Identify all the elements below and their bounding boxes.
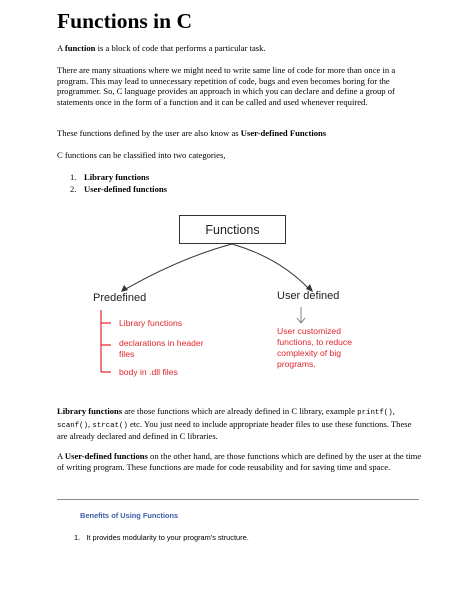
user-term: User-defined functions (64, 451, 148, 461)
intro-term: function (64, 43, 96, 53)
intro-pre: A (57, 43, 65, 53)
lib-pre: are those functions which are already defined in C library, example (122, 406, 358, 416)
functions-root-box: Functions (179, 215, 286, 244)
user-post: on the other hand, are those functions which are defined by the user at the time of writing program. These functions are made for code reusability and for saving time and space. (57, 451, 422, 472)
user-pre: A (57, 451, 65, 461)
user-customized-note: User customized functions, to reduce complexity of big programs. (277, 326, 353, 369)
category-num: 1. (70, 172, 77, 182)
code-printf: printf() (357, 409, 393, 417)
connector-left (124, 244, 232, 290)
para3-term: User-defined Functions (240, 128, 327, 138)
category-num: 2. (70, 184, 77, 194)
header-declarations-note: declarations in header files (119, 338, 204, 359)
page-title: Functions in C (57, 9, 193, 33)
category-label: Library functions (84, 172, 150, 182)
benefits-heading: Benefits of Using Functions (80, 511, 179, 520)
code-strcat: strcat() (92, 421, 128, 430)
library-functions-note: Library functions (119, 318, 183, 328)
connector-right (232, 244, 310, 290)
benefit-num: 1. (74, 533, 81, 542)
lib-post: etc. You just need to include appropriate header files to use these functions. These are already declared and defined in C libraries. (57, 418, 412, 442)
lib-term: Library functions (57, 406, 123, 416)
library-functions-paragraph (57, 406, 423, 442)
lib-sep: , (88, 418, 93, 429)
benefit-text: It provides modularity to your program's structure. (86, 533, 249, 542)
user-defined-paragraph (57, 451, 423, 472)
situations-paragraph: There are many situations where we might need to write same line of code for more than once in a program. This may lead to unnecessary repetition of code, bugs and even becomes boring for the programmer. So, C language provides an approach in which you can declare and define a group of statements once in the form of a function and it can be called and used whenever required. (57, 65, 396, 108)
lib-sep: , (392, 406, 395, 416)
para3-pre: These functions defined by the user are also know as (57, 128, 241, 138)
user-defined-label: User defined (277, 290, 340, 302)
classification-paragraph: C functions can be classified into two categories, (57, 150, 226, 160)
code-scanf: scanf() (57, 421, 89, 430)
category-label: User-defined functions (84, 184, 167, 194)
benefit-item (74, 533, 249, 543)
dll-body-note: body in .dll files (119, 367, 178, 377)
section-divider (57, 499, 419, 500)
intro-post: is a block of code that performs a particular task. (95, 43, 266, 53)
predefined-label: Predefined (93, 292, 147, 304)
